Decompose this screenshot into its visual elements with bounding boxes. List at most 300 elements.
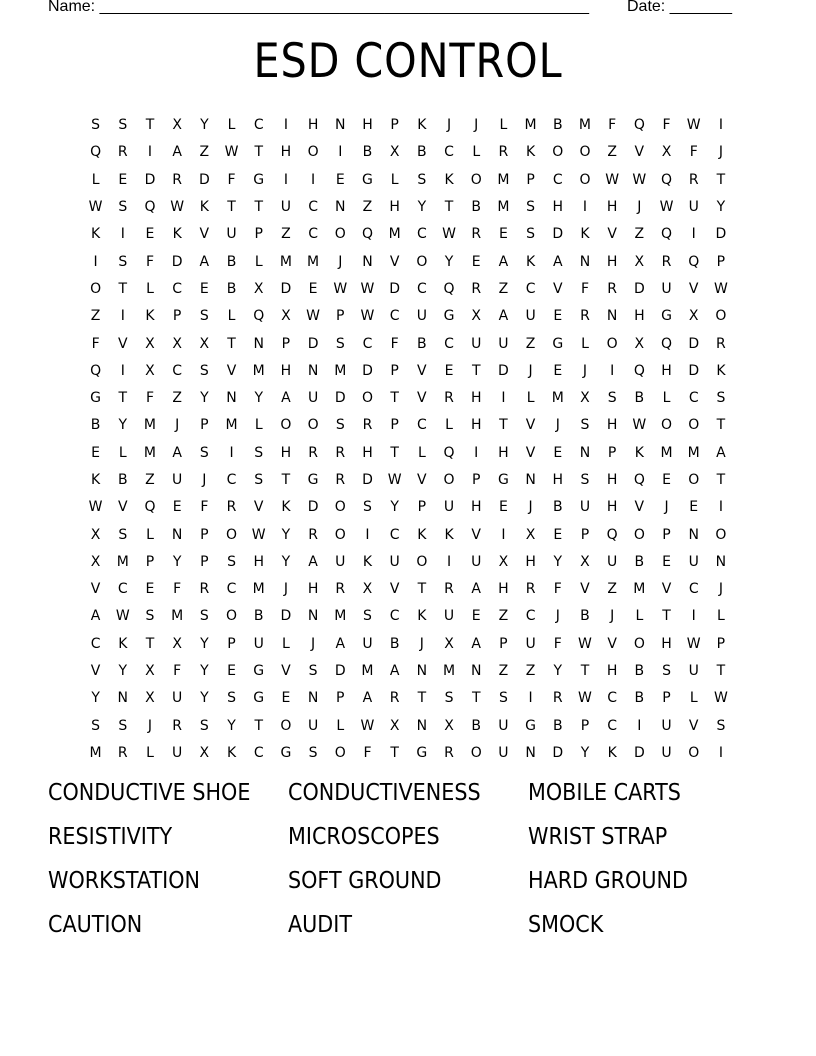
grid-letter: X (498, 553, 509, 570)
grid-letter: H (307, 117, 319, 134)
grid-letter: F (91, 335, 100, 352)
grid-letter: E (308, 280, 318, 297)
grid-letter: O (416, 253, 428, 270)
grid-letter: Q (443, 444, 455, 461)
grid-letter: U (307, 717, 319, 734)
grid-letter: N (688, 526, 699, 543)
grid-letter: X (172, 335, 182, 352)
grid-letter: V (688, 280, 699, 297)
grid-letter: A (172, 144, 182, 161)
grid-letter: M (497, 171, 510, 188)
grid-letter: U (280, 199, 292, 216)
grid-letter: V (688, 717, 699, 734)
grid-letter: F (689, 144, 698, 161)
word-list-item: CONDUCTIVENESS (288, 780, 481, 806)
grid-row (82, 385, 735, 412)
word-list-item: MOBILE CARTS (528, 780, 681, 806)
word-list-item: AUDIT (288, 912, 353, 938)
grid-letter: K (226, 744, 237, 761)
grid-letter: O (552, 144, 564, 161)
grid-letter: R (389, 690, 400, 707)
grid-letter: X (525, 526, 536, 543)
grid-letter: O (606, 335, 618, 352)
grid-letter: B (389, 635, 400, 652)
grid-letter: P (417, 499, 427, 516)
grid-letter: S (91, 717, 101, 734)
grid-letter: L (417, 444, 426, 461)
grid-letter: C (253, 117, 264, 134)
grid-letter: K (417, 117, 427, 134)
grid-letter: F (580, 280, 589, 297)
grid-letter: U (443, 608, 455, 625)
grid-letter: U (253, 635, 264, 652)
grid-letter: W (170, 199, 185, 216)
grid-letter: K (281, 499, 291, 516)
grid-row (82, 685, 735, 712)
grid-letter: M (116, 553, 129, 570)
grid-letter: J (311, 635, 316, 652)
grid-letter: V (525, 444, 536, 461)
grid-letter: L (635, 608, 644, 625)
grid-letter: T (390, 390, 399, 407)
grid-letter: R (308, 444, 318, 461)
grid-letter: O (633, 526, 645, 543)
grid-letter: T (417, 690, 427, 707)
grid-letter: U (525, 635, 536, 652)
grid-letter: H (661, 362, 672, 379)
grid-letter: R (498, 144, 509, 161)
grid-letter: X (172, 635, 182, 652)
grid-letter: R (335, 444, 346, 461)
grid-letter: X (145, 335, 155, 352)
grid-letter: J (582, 362, 588, 379)
grid-letter: X (145, 690, 155, 707)
grid-letter: V (552, 280, 563, 297)
grid-letter: E (498, 499, 508, 516)
grid-letter: R (308, 526, 318, 543)
grid-letter: Y (118, 417, 128, 434)
grid-letter: X (172, 117, 182, 134)
grid-letter: L (91, 171, 100, 188)
grid-letter: C (416, 226, 427, 243)
grid-letter: S (716, 390, 726, 407)
grid-letter: C (607, 690, 618, 707)
grid-letter: E (118, 171, 128, 188)
grid-letter: V (417, 472, 427, 488)
grid-letter: X (634, 253, 645, 270)
grid-letter: M (497, 199, 510, 216)
grid-letter: P (281, 335, 291, 352)
grid-row (82, 330, 735, 357)
grid-letter: N (416, 717, 428, 734)
grid-letter: E (553, 444, 563, 461)
grid-letter: U (607, 553, 618, 570)
grid-letter: L (689, 690, 698, 707)
grid-letter: S (118, 253, 128, 270)
grid-letter: L (146, 526, 154, 543)
grid-letter: Z (607, 144, 617, 161)
grid-letter: H (606, 663, 618, 680)
grid-letter: W (686, 117, 701, 134)
grid-letter: R (362, 417, 373, 434)
grid-letter: K (199, 199, 209, 216)
grid-letter: I (283, 171, 288, 188)
grid-letter: J (528, 362, 533, 379)
grid-letter: R (580, 308, 590, 325)
grid-letter: X (253, 280, 264, 297)
grid-letter: K (444, 526, 454, 543)
grid-letter: M (225, 417, 238, 434)
grid-letter: Q (688, 253, 700, 270)
grid-letter: P (200, 553, 209, 570)
grid-letter: R (661, 253, 672, 270)
grid-letter: R (117, 744, 128, 761)
grid-letter: A (471, 635, 481, 652)
grid-letter: B (362, 144, 373, 161)
grid-letter: K (91, 472, 101, 488)
grid-letter: T (471, 362, 481, 379)
grid-letter: L (146, 744, 154, 761)
grid-letter: B (634, 690, 645, 707)
grid-letter: E (689, 499, 699, 516)
grid-letter: O (334, 526, 346, 543)
grid-letter: D (144, 171, 156, 188)
grid-letter: U (307, 390, 319, 407)
grid-letter: K (526, 253, 536, 270)
grid-letter: Q (633, 472, 645, 488)
grid-letter: P (200, 526, 209, 543)
grid-row (82, 167, 735, 194)
grid-letter: U (688, 199, 699, 216)
grid-letter: D (334, 390, 346, 407)
grid-letter: R (226, 499, 237, 516)
grid-letter: C (308, 226, 318, 243)
grid-letter: I (120, 362, 125, 379)
grid-letter: L (526, 390, 535, 407)
grid-letter: S (662, 663, 671, 680)
grid-letter: G (253, 171, 265, 188)
grid-letter: A (308, 553, 318, 570)
grid-letter: U (498, 744, 509, 761)
grid-letter: Q (144, 199, 156, 216)
grid-letter: I (637, 717, 642, 734)
grid-letter: N (171, 526, 183, 543)
grid-letter: S (199, 308, 209, 325)
grid-letter: O (280, 417, 292, 434)
grid-row (82, 467, 735, 494)
grid-letter: I (229, 444, 234, 461)
grid-letter: S (118, 526, 128, 543)
grid-letter: S (254, 444, 264, 461)
grid-letter: Q (661, 335, 673, 352)
grid-letter: Y (200, 117, 209, 134)
grid-letter: P (254, 226, 263, 243)
grid-letter: J (555, 417, 560, 434)
grid-letter: C (308, 199, 318, 216)
grid-letter: A (498, 253, 509, 270)
grid-letter: Z (281, 226, 291, 243)
grid-row (82, 112, 735, 139)
grid-letter: H (470, 390, 482, 407)
grid-letter: N (307, 608, 319, 625)
grid-letter: V (417, 362, 427, 379)
grid-letter: P (607, 444, 617, 461)
grid-letter: J (446, 117, 452, 134)
grid-letter: D (198, 171, 210, 188)
grid-letter: S (91, 117, 101, 134)
grid-letter: H (362, 117, 373, 134)
grid-letter: G (307, 472, 319, 488)
grid-letter: G (253, 690, 265, 707)
grid-letter: I (338, 144, 343, 161)
grid-letter: O (633, 635, 645, 652)
grid-letter: Y (417, 199, 427, 216)
grid-letter: C (416, 417, 427, 434)
grid-letter: L (146, 280, 154, 297)
grid-letter: I (582, 199, 588, 216)
letter-grid (82, 112, 735, 767)
grid-letter: P (499, 635, 508, 652)
grid-letter: B (90, 417, 101, 434)
grid-letter: X (661, 144, 672, 161)
grid-row (82, 658, 735, 685)
grid-row (82, 713, 735, 740)
grid-letter: Q (90, 144, 102, 161)
grid-letter: C (444, 335, 454, 352)
grid-letter: W (713, 690, 728, 707)
grid-letter: O (661, 417, 673, 434)
grid-row (82, 440, 735, 467)
grid-letter: Y (227, 717, 236, 734)
grid-letter: B (417, 335, 427, 352)
grid-row (82, 412, 735, 439)
grid-letter: X (389, 717, 400, 734)
grid-letter: A (90, 608, 101, 625)
grid-letter: S (607, 390, 617, 407)
grid-letter: C (253, 744, 264, 761)
grid-letter: U (172, 472, 183, 488)
grid-letter: C (226, 472, 237, 488)
grid-letter: U (226, 226, 237, 243)
grid-letter: L (499, 117, 508, 134)
grid-letter: X (90, 553, 101, 570)
grid-letter: S (254, 472, 264, 488)
grid-letter: U (389, 553, 400, 570)
grid-letter: W (251, 526, 266, 543)
grid-letter: D (362, 362, 373, 379)
grid-letter: D (280, 608, 292, 625)
grid-letter: I (120, 226, 125, 243)
grid-letter: Z (498, 663, 509, 680)
grid-row (82, 603, 735, 630)
grid-letter: I (718, 744, 723, 761)
grid-letter: Y (281, 553, 291, 570)
grid-letter: G (525, 717, 537, 734)
grid-letter: J (338, 253, 343, 270)
grid-letter: R (552, 690, 563, 707)
grid-letter: G (443, 308, 455, 325)
grid-letter: C (90, 635, 101, 652)
grid-letter: I (528, 690, 533, 707)
grid-letter: S (335, 335, 345, 352)
grid-letter: O (443, 472, 455, 488)
grid-letter: S (526, 226, 536, 243)
grid-letter: F (227, 171, 236, 188)
grid-letter: N (253, 335, 264, 352)
grid-letter: E (662, 472, 671, 488)
grid-letter: M (442, 663, 456, 680)
grid-letter: D (688, 362, 700, 379)
grid-letter: M (687, 444, 700, 461)
grid-letter: N (335, 199, 346, 216)
grid-letter: F (145, 390, 154, 407)
grid-letter: V (634, 144, 645, 161)
grid-letter: W (632, 171, 647, 188)
grid-letter: B (226, 280, 237, 297)
grid-letter: M (252, 581, 265, 598)
grid-letter: N (362, 253, 373, 270)
grid-row (82, 303, 735, 330)
grid-letter: U (172, 690, 183, 707)
grid-letter: V (253, 499, 264, 516)
grid-letter: D (633, 280, 645, 297)
grid-letter: B (552, 117, 563, 134)
grid-letter: H (606, 472, 618, 488)
grid-letter: B (580, 608, 590, 625)
grid-letter: V (580, 581, 590, 598)
grid-letter: Z (199, 144, 210, 161)
grid-letter: R (716, 335, 726, 352)
grid-letter: Q (633, 362, 645, 379)
grid-letter: B (117, 472, 128, 488)
grid-letter: A (471, 581, 481, 598)
grid-letter: Q (144, 499, 156, 516)
grid-letter: P (716, 253, 726, 270)
grid-letter: X (471, 308, 482, 325)
grid-letter: H (552, 199, 564, 216)
grid-letter: K (145, 308, 155, 325)
grid-letter: S (199, 362, 209, 379)
grid-letter: A (389, 663, 400, 680)
grid-letter: S (335, 417, 345, 434)
grid-letter: H (661, 635, 672, 652)
grid-letter: W (578, 635, 592, 652)
grid-letter: P (172, 308, 182, 325)
grid-letter: X (389, 144, 400, 161)
grid-letter: H (606, 417, 618, 434)
grid-letter: H (498, 581, 509, 598)
grid-letter: H (498, 444, 509, 461)
grid-letter: O (90, 280, 102, 297)
grid-letter: A (716, 444, 726, 461)
grid-letter: B (552, 717, 563, 734)
grid-letter: I (446, 553, 452, 570)
grid-letter: N (606, 308, 618, 325)
grid-letter: J (528, 499, 533, 516)
word-list-item: CONDUCTIVE SHOE (48, 780, 251, 806)
grid-letter: S (580, 472, 590, 488)
grid-letter: D (362, 472, 373, 488)
grid-letter: S (580, 417, 590, 434)
grid-letter: S (308, 663, 318, 680)
grid-letter: I (691, 608, 696, 625)
grid-row (82, 549, 735, 576)
grid-letter: B (471, 199, 482, 216)
grid-letter: P (336, 690, 345, 707)
grid-letter: P (662, 690, 671, 707)
word-list-item: SMOCK (528, 912, 604, 938)
grid-letter: O (715, 526, 727, 543)
grid-letter: R (471, 280, 482, 297)
grid-letter: M (633, 581, 646, 598)
grid-letter: S (227, 553, 236, 570)
grid-letter: X (444, 635, 454, 652)
grid-letter: F (173, 663, 182, 680)
page-title: ESD CONTROL (253, 34, 563, 89)
grid-letter: H (280, 444, 292, 461)
grid-letter: Q (661, 226, 673, 243)
grid-letter: V (199, 226, 210, 243)
grid-letter: U (661, 744, 672, 761)
grid-letter: G (497, 472, 509, 488)
grid-letter: W (224, 144, 239, 161)
grid-letter: K (716, 362, 726, 379)
grid-letter: M (307, 253, 320, 270)
grid-letter: R (335, 581, 346, 598)
grid-letter: D (552, 744, 564, 761)
grid-letter: N (307, 690, 319, 707)
grid-letter: O (334, 499, 346, 516)
grid-letter: I (501, 526, 506, 543)
grid-letter: T (716, 663, 726, 680)
grid-letter: T (254, 144, 263, 161)
grid-letter: Q (90, 362, 102, 379)
grid-letter: R (444, 581, 454, 598)
grid-letter: R (688, 171, 699, 188)
grid-letter: C (389, 526, 400, 543)
grid-letter: O (280, 717, 292, 734)
grid-letter: O (688, 744, 700, 761)
grid-letter: I (501, 390, 506, 407)
grid-letter: V (90, 581, 101, 598)
grid-letter: Q (253, 308, 265, 325)
grid-letter: I (718, 117, 723, 134)
grid-letter: O (688, 417, 700, 434)
grid-letter: B (471, 717, 482, 734)
grid-letter: L (282, 635, 290, 652)
grid-letter: U (498, 335, 509, 352)
grid-letter: W (88, 499, 103, 516)
grid-letter: N (117, 690, 129, 707)
grid-letter: B (634, 390, 645, 407)
grid-letter: I (610, 362, 615, 379)
grid-letter: H (362, 444, 373, 461)
grid-letter: R (471, 226, 482, 243)
grid-letter: L (227, 308, 236, 325)
grid-letter: D (633, 744, 645, 761)
grid-letter: T (444, 199, 454, 216)
grid-letter: D (688, 335, 700, 352)
grid-letter: L (717, 608, 725, 625)
grid-letter: U (362, 635, 373, 652)
grid-letter: O (579, 171, 591, 188)
grid-letter: Z (362, 199, 373, 216)
grid-letter: Y (200, 390, 209, 407)
grid-letter: N (579, 444, 591, 461)
grid-letter: Z (525, 335, 536, 352)
grid-letter: V (471, 526, 481, 543)
grid-letter: O (307, 144, 319, 161)
